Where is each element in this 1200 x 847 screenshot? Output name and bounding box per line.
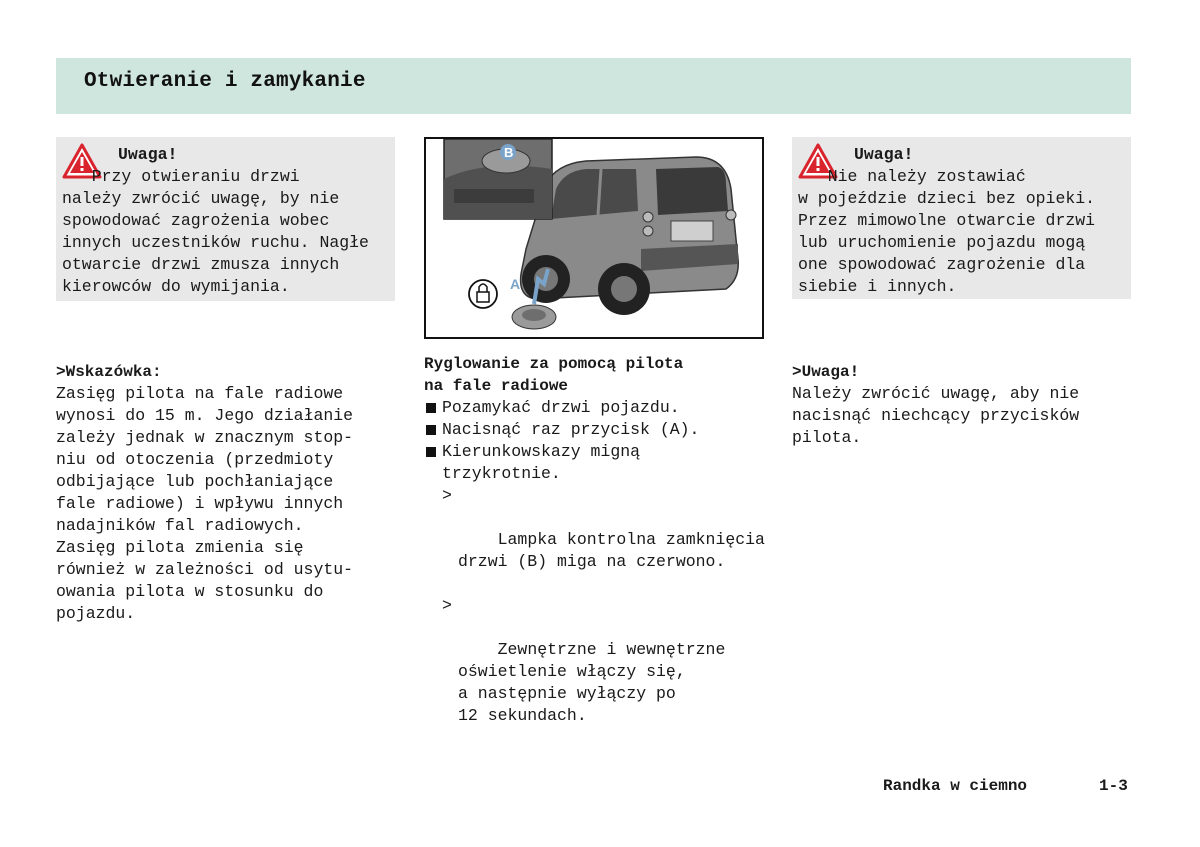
warning-text: Przy otwieraniu drzwi należy zwrócić uwagę, by nie spowodować zagrożenia wobec innych uczestników ruchu. Nagłe otwarcie drzwi zmusza innych kierowców do wymijania. xyxy=(62,167,369,296)
locking-title-line1: Ryglowanie za pomocą pilota xyxy=(424,355,684,373)
left-warning-box xyxy=(56,137,395,301)
list-item: Pozamykać drzwi pojazdu. xyxy=(424,397,774,419)
car-illustration xyxy=(426,139,762,337)
page-header xyxy=(56,58,1131,114)
note-section xyxy=(792,361,1137,449)
hint-section xyxy=(56,361,401,625)
warning-title: Uwaga! xyxy=(118,145,178,164)
sub-marker: > xyxy=(442,596,452,615)
note-title: >Uwaga! xyxy=(792,363,860,381)
sub-list-item xyxy=(424,595,774,749)
footer-section-title: Randka w ciemno xyxy=(883,777,1028,795)
hint-text: Zasięg pilota na fale radiowe wynosi do 15 m. Jego działanie zależy jednak w znacznym stop- niu od otoczenia (przedmioty odbijające lub pochłaniające fale radiowe) i wpływu innych nadajników fal radiowych. Zasięg pilota zmienia się również w zależności od usytu- owania pilota w stosunku do pojazdu. xyxy=(56,384,354,623)
locking-section xyxy=(424,353,774,749)
locking-title-line2: na fale radiowe xyxy=(424,377,569,395)
warning-text: Nie należy zostawiać w pojeździe dzieci bez opieki. Przez mimowolne otwarcie drzwi lub uruchomienie pojazdu mogą one spowodować zagrożenie dla siebie i innych. xyxy=(798,167,1096,296)
page-title: Otwieranie i zamykanie xyxy=(84,70,366,93)
sub-text: Zewnętrzne i wewnętrzne oświetlenie włączy się, a następnie wyłączy po 12 sekundach. xyxy=(458,640,726,725)
warning-title: Uwaga! xyxy=(854,145,914,164)
sub-list-item xyxy=(424,485,774,595)
sub-marker: > xyxy=(442,486,452,505)
figure-label-b: B xyxy=(504,145,514,160)
right-warning-box xyxy=(792,137,1131,299)
list-item: Kierunkowskazy migną trzykrotnie. xyxy=(424,441,774,485)
figure-label-a: A xyxy=(510,276,521,292)
page-number: 1-3 xyxy=(1099,777,1128,795)
list-item: Nacisnąć raz przycisk (A). xyxy=(424,419,774,441)
car-remote-illustration xyxy=(424,137,764,339)
sub-text: Lampka kontrolna zamknięcia drzwi (B) miga na czerwono. xyxy=(458,530,765,571)
note-text: Należy zwrócić uwagę, aby nie nacisnąć niechcący przycisków pilota. xyxy=(792,384,1080,447)
hint-title: >Wskazówka: xyxy=(56,363,162,381)
